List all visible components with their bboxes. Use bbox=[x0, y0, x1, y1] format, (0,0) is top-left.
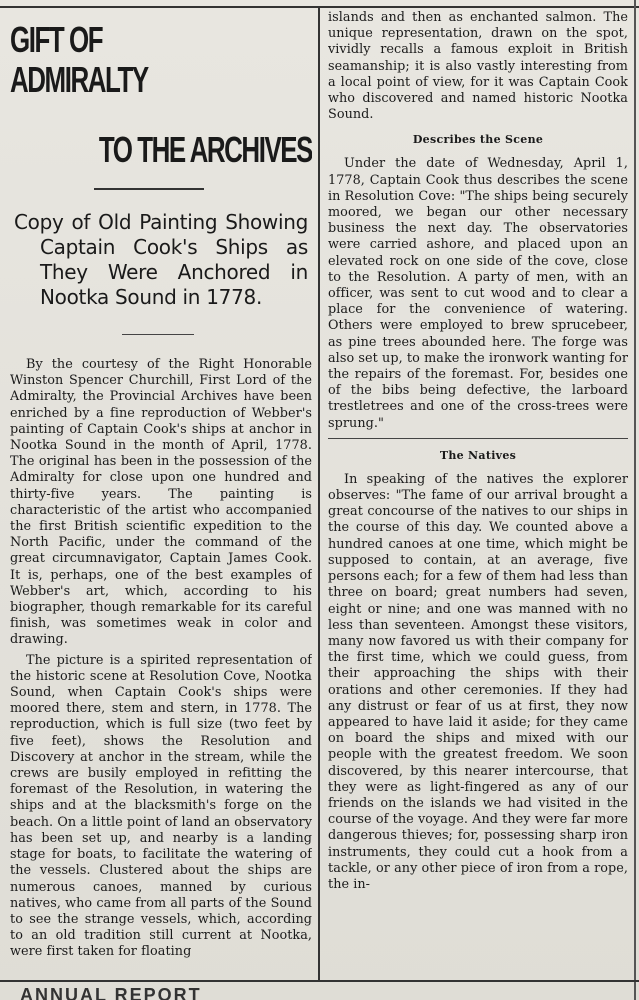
deck-line: Captain Cook's Ships as bbox=[40, 235, 308, 259]
body-paragraph: The picture is a spirited representation of the historic scene at Resolution Cove, Nootka Sound, when Captain Cook's ships were moored there, stem and stern, in 1778. The reproduction, which is full size (two feet by five feet), shows the Resolution and Discovery at anchor in the stream, while the crews are busily employed in refitting the foremast of the Resolution, in watering the ships and at the blacksmith's forge on the beach. On a little point of land an observatory has been set up, and nearby is a landing stage for boats, to facilitate the watering of the vessels. Clustered about the ships are numerous canoes, manned by curious natives, who came from all parts of the Sound to see the strange vessels, which, according to an old tradition still current at Nootka, were first taken for floating bbox=[10, 652, 312, 960]
deck-line: Nootka Sound in 1778. bbox=[40, 285, 263, 309]
subhead-the-natives: The Natives bbox=[439, 448, 517, 462]
section-rule bbox=[328, 438, 628, 439]
right-column bbox=[328, 10, 628, 978]
deck bbox=[14, 210, 308, 310]
cut-off-headline: ANNUAL REPORT bbox=[20, 986, 202, 1000]
deck-line: They Were Anchored in bbox=[40, 260, 308, 284]
headline-line-2: TO THE ARCHIVES bbox=[98, 129, 312, 170]
body-paragraph: islands and then as enchanted salmon. The unique representation, drawn on the spot, vividly recalls a famous exploit in British seamanship; it is also vastly interesting from a local point of view, for it was Captain Cook who discovered and named historic Nootka Sound. bbox=[328, 10, 628, 123]
body-paragraph: Under the date of Wednesday, April 1, 1778, Captain Cook thus describes the scene in Resolution Cove: "The ships being securely moored, we began our other necessary business the next day. The observatories were carried ashore, and placed upon an elevated rock on one side of the cove, close to the Resolution. A party of men, with an officer, was sent to cut wood and to clear a place for the convenience of watering. Others were employed to brew sprucebeer, as pine trees abounded here. The forge was also set up, to make the ironwork wanting for the repairs of the foremast. For, besides one of the bibs being defective, the larboard trestletrees and one of the cross-trees were sprung." bbox=[328, 156, 628, 431]
body-paragraph: In speaking of the natives the explorer observes: "The fame of our arrival brought a great concourse of the natives to our ships in the course of this day. We counted above a hundred canoes at one time, which might be supposed to contain, at an average, five persons each; for a few of them had less than three on board; great numbers had seven, eight or nine; and one was manned with no less than seventeen. Amongst these visitors, many now favored us with their company for the first time, which we could guess, from their approaching the ships with their orations and other ceremonies. If they had any distrust or fear of us at first, they now appeared to have laid it aside; for they came on board the ships and mixed with our people with the greatest freedom. We soon discovered, by this nearer intercourse, that they were as light-fingered as any of our friends on the islands we had visited in the course of the voyage. And they were far more dangerous thieves; for, possessing sharp iron instruments, they could cut a hook from a tackle, or any other piece of iron from a rope, the in- bbox=[328, 471, 628, 892]
headline-line-1: GIFT OF ADMIRALTY bbox=[10, 19, 148, 100]
column-divider bbox=[318, 8, 320, 980]
body-paragraph: By the courtesy of the Right Honorable Winston Spencer Churchill, First Lord of the Admiralty, the Provincial Archives have been enriched by a fine reproduction of Webber's painting of Captain Cook's ships at anchor in Nootka Sound in the month of April, 1778. The original has been in the possession of the Admiralty for close upon one hundred and thirty-five years. The painting is characteristic of the artist who accompanied the first British scientific expedition to the North Pacific, under the command of the great circumnavigator, Captain James Cook. It is, perhaps, one of the best examples of Webber's art, which, according to his biographer, though remarkable for its careful finish, was sometimes weak in color and drawing. bbox=[10, 357, 312, 648]
deck-line: Copy of Old Painting Showing bbox=[14, 210, 308, 234]
deck-rule bbox=[122, 334, 194, 335]
headline-rule bbox=[94, 188, 204, 190]
right-column-rule bbox=[634, 0, 636, 1000]
subhead-describes-the-scene: Describes the Scene bbox=[412, 133, 544, 147]
bottom-rule bbox=[0, 980, 639, 982]
left-column bbox=[10, 10, 312, 978]
